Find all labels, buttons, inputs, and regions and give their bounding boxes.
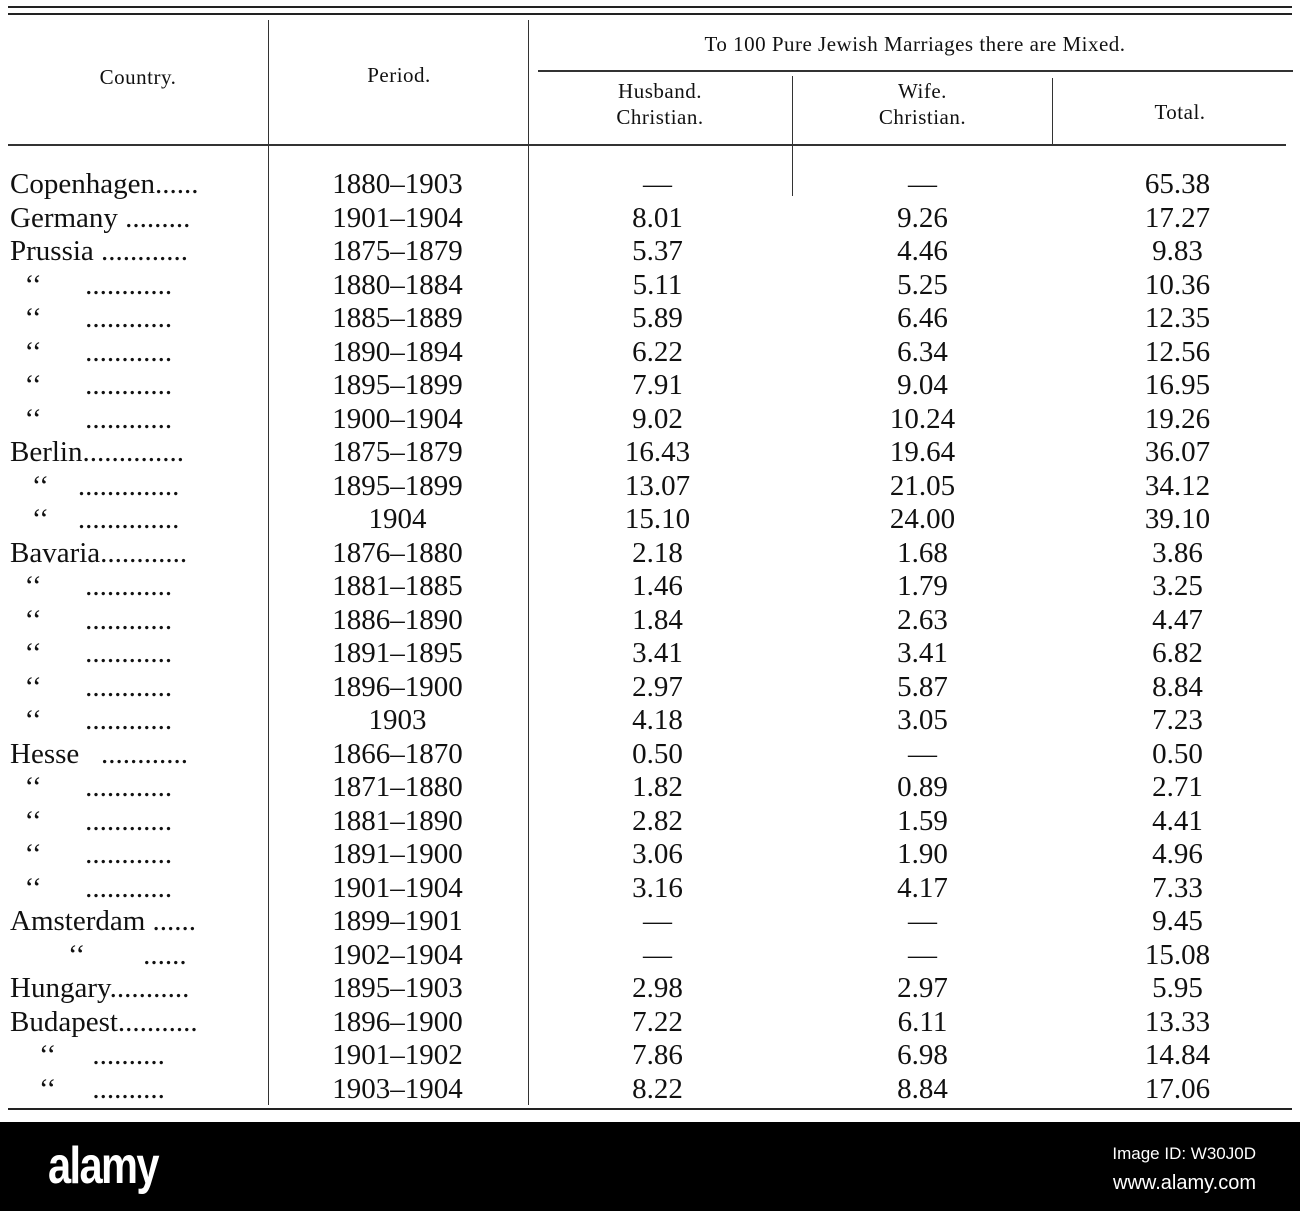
header-country: Country. [99, 65, 177, 89]
wife-christian-cell: 8.84 [897, 1072, 948, 1105]
husband-christian-cell: 8.22 [632, 1072, 683, 1105]
wife-christian-cell: — [908, 905, 937, 937]
country-cell: ‘‘ .......... [10, 1039, 165, 1071]
husband-christian-cell: 7.22 [632, 1005, 683, 1038]
husband-christian-cell: — [643, 938, 672, 971]
country-cell: ‘‘ .............. [10, 503, 180, 535]
header-husband-line2: Christian. [616, 105, 704, 129]
period-cell: 1885–1889 [332, 302, 463, 334]
total-cell: 4.96 [1152, 838, 1203, 870]
country-cell: Hesse ............ [10, 737, 189, 770]
wife-christian-cell: 4.17 [897, 871, 948, 904]
watermark-bar [0, 1122, 1300, 1211]
period-cell: 1886–1890 [332, 603, 463, 636]
period-cell: 1881–1890 [332, 804, 463, 837]
header-total: Total. [1154, 100, 1206, 124]
country-cell: ‘‘ ............ [10, 570, 173, 602]
header-wife-christian [795, 78, 1050, 130]
husband-christian-cell: 7.86 [632, 1039, 683, 1071]
husband-christian-cell: 1.82 [632, 771, 683, 803]
husband-christian-cell: 5.11 [632, 268, 683, 301]
period-cell: 1880–1884 [332, 268, 463, 301]
table-row [0, 570, 1300, 604]
table-bottom-rule [8, 1108, 1292, 1110]
country-cell: ‘‘ ............ [10, 804, 173, 837]
country-cell: ‘‘ ............ [10, 670, 173, 703]
header-wife-line1: Wife. [898, 79, 947, 103]
total-cell: 13.33 [1144, 1005, 1211, 1038]
husband-christian-cell: 2.18 [632, 536, 683, 569]
wife-christian-cell: 1.59 [897, 804, 948, 837]
country-cell: ‘‘ ............ [10, 603, 173, 636]
country-cell: Budapest........... [10, 1005, 198, 1038]
wife-christian-cell: 6.98 [897, 1039, 948, 1071]
total-cell: 12.56 [1144, 335, 1211, 368]
table-row [0, 704, 1300, 738]
wife-christian-cell: 5.25 [897, 268, 948, 301]
table-row [0, 235, 1300, 269]
period-cell: 1895–1903 [332, 972, 463, 1004]
total-cell: 5.95 [1152, 972, 1203, 1004]
wife-christian-cell: 6.46 [897, 302, 948, 334]
husband-christian-cell: 7.91 [632, 369, 683, 401]
period-cell: 1896–1900 [332, 1005, 463, 1038]
country-cell: Copenhagen...... [10, 168, 199, 200]
table-row [0, 1039, 1300, 1073]
period-cell: 1901–1904 [332, 871, 463, 904]
total-cell: 3.25 [1152, 570, 1203, 602]
husband-christian-cell: 2.97 [632, 670, 683, 703]
husband-christian-cell: 1.46 [632, 570, 683, 602]
total-cell: 6.82 [1152, 637, 1203, 669]
table-row [0, 503, 1300, 537]
country-cell: Amsterdam ...... [10, 905, 197, 937]
wife-christian-cell: — [908, 938, 937, 971]
period-cell: 1880–1903 [332, 168, 463, 200]
total-cell: 15.08 [1144, 938, 1211, 971]
total-cell: 4.47 [1152, 603, 1203, 636]
period-cell: 1866–1870 [332, 737, 463, 770]
period-cell: 1876–1880 [332, 536, 463, 569]
total-cell: 36.07 [1144, 436, 1211, 468]
table-row [0, 872, 1300, 906]
table-row [0, 269, 1300, 303]
country-cell: ‘‘ ............ [10, 838, 173, 870]
period-cell: 1901–1904 [332, 201, 463, 234]
wife-christian-cell: 4.46 [897, 235, 948, 267]
table-row [0, 470, 1300, 504]
wife-christian-cell: 2.97 [897, 972, 948, 1004]
period-cell: 1875–1879 [332, 235, 463, 267]
wife-christian-cell: 5.87 [897, 670, 948, 703]
total-cell: 14.84 [1144, 1039, 1211, 1071]
wife-christian-cell: 21.05 [889, 469, 956, 502]
country-cell: Hungary........... [10, 972, 190, 1004]
country-cell: ‘‘ ............ [10, 302, 173, 334]
total-cell: 10.36 [1144, 268, 1211, 301]
country-cell: Prussia ............ [10, 235, 189, 267]
table-row [0, 972, 1300, 1006]
country-cell: ‘‘ .............. [10, 469, 180, 502]
table-row [0, 604, 1300, 638]
husband-christian-cell: 4.18 [632, 704, 683, 736]
header-group: To 100 Pure Jewish Marriages there are Mixed. [704, 32, 1126, 56]
wife-christian-cell: 19.64 [889, 436, 956, 468]
total-cell: 9.83 [1152, 235, 1203, 267]
total-cell: 3.86 [1152, 536, 1203, 569]
table-row [0, 771, 1300, 805]
total-cell: 65.38 [1144, 168, 1211, 200]
wife-christian-cell: — [908, 737, 937, 770]
total-cell: 17.06 [1144, 1072, 1211, 1105]
country-cell: ‘‘ ............ [10, 268, 173, 301]
country-cell: ‘‘ ...... [10, 938, 187, 971]
country-cell: ‘‘ ............ [10, 871, 173, 904]
wife-christian-cell: 9.26 [897, 201, 948, 234]
wife-christian-cell: 6.11 [897, 1005, 948, 1038]
husband-christian-cell: 1.84 [632, 603, 683, 636]
wife-christian-cell: 10.24 [889, 402, 956, 435]
wife-christian-cell: — [908, 168, 937, 200]
header-bottom-rule [8, 144, 1286, 146]
husband-christian-cell: 0.50 [632, 737, 683, 770]
period-cell: 1871–1880 [332, 771, 463, 803]
country-cell: ‘‘ ............ [10, 402, 173, 435]
total-cell: 7.33 [1152, 871, 1203, 904]
header-wife-line2: Christian. [878, 105, 967, 129]
husband-christian-cell: 3.41 [632, 637, 683, 669]
period-cell: 1895–1899 [332, 369, 463, 401]
total-cell: 16.95 [1144, 369, 1211, 401]
table-row [0, 905, 1300, 939]
wife-christian-cell: 9.04 [897, 369, 948, 401]
wife-christian-cell: 1.90 [897, 838, 948, 870]
husband-christian-cell: 16.43 [624, 436, 691, 468]
period-cell: 1891–1895 [332, 637, 463, 669]
wife-christian-cell: 3.41 [897, 637, 948, 669]
wife-christian-cell: 0.89 [897, 771, 948, 803]
site-url: www.alamy.com [1113, 1172, 1256, 1194]
husband-christian-cell: 15.10 [624, 503, 691, 535]
period-cell: 1903–1904 [332, 1072, 463, 1105]
country-cell: ‘‘ ............ [10, 335, 173, 368]
total-cell: 7.23 [1152, 704, 1203, 736]
table-row [0, 805, 1300, 839]
table-row [0, 1006, 1300, 1040]
husband-christian-cell: 3.06 [632, 838, 683, 870]
total-cell: 12.35 [1144, 302, 1211, 334]
wife-christian-cell: 24.00 [889, 503, 956, 535]
total-cell: 39.10 [1144, 503, 1211, 535]
total-cell: 19.26 [1144, 402, 1211, 435]
table-row [0, 168, 1300, 202]
total-cell: 4.41 [1152, 804, 1203, 837]
wife-christian-cell: 1.79 [897, 570, 948, 602]
husband-christian-cell: — [643, 168, 672, 200]
divider-wife-total [1052, 78, 1053, 146]
table-row [0, 436, 1300, 470]
image-id: Image ID: W30J0D [1112, 1144, 1256, 1163]
period-cell: 1895–1899 [332, 469, 463, 502]
table-row [0, 302, 1300, 336]
period-cell: 1904 [368, 503, 427, 535]
country-cell: ‘‘ .......... [10, 1072, 165, 1105]
husband-christian-cell: 13.07 [624, 469, 691, 502]
total-cell: 17.27 [1144, 201, 1211, 234]
header-husband-christian [530, 78, 790, 130]
period-cell: 1902–1904 [332, 938, 463, 971]
wife-christian-cell: 6.34 [897, 335, 948, 368]
table-row [0, 537, 1300, 571]
husband-christian-cell: 5.37 [632, 235, 683, 267]
alamy-logo: alamy [48, 1137, 158, 1195]
husband-christian-cell: 8.01 [632, 201, 683, 234]
header-period: Period. [367, 63, 431, 87]
table-top-rule-2 [8, 13, 1292, 15]
period-cell: 1900–1904 [332, 402, 463, 435]
table-row [0, 1073, 1300, 1107]
table-row [0, 369, 1300, 403]
husband-christian-cell: 5.89 [632, 302, 683, 334]
period-cell: 1875–1879 [332, 436, 463, 468]
table-row [0, 738, 1300, 772]
total-cell: 34.12 [1144, 469, 1211, 502]
table-top-rule [8, 6, 1292, 8]
wife-christian-cell: 1.68 [897, 536, 948, 569]
header-husband-line1: Husband. [618, 79, 702, 103]
table-row [0, 336, 1300, 370]
group-header-rule [538, 70, 1293, 72]
table-row [0, 838, 1300, 872]
total-cell: 2.71 [1152, 771, 1203, 803]
country-cell: ‘‘ ............ [10, 771, 173, 803]
country-cell: Bavaria............ [10, 536, 188, 569]
country-cell: Berlin.............. [10, 436, 184, 468]
husband-christian-cell: 6.22 [632, 335, 683, 368]
total-cell: 8.84 [1152, 670, 1203, 703]
husband-christian-cell: 2.82 [632, 804, 683, 837]
country-cell: ‘‘ ............ [10, 369, 173, 401]
country-cell: ‘‘ ............ [10, 637, 173, 669]
table-row [0, 202, 1300, 236]
period-cell: 1901–1902 [332, 1039, 463, 1071]
husband-christian-cell: — [643, 905, 672, 937]
period-cell: 1903 [368, 704, 427, 736]
country-cell: Germany ......... [10, 201, 191, 234]
period-cell: 1896–1900 [332, 670, 463, 703]
table-row [0, 939, 1300, 973]
wife-christian-cell: 3.05 [897, 704, 948, 736]
table-row [0, 403, 1300, 437]
total-cell: 0.50 [1152, 737, 1203, 770]
wife-christian-cell: 2.63 [897, 603, 948, 636]
table-row [0, 637, 1300, 671]
period-cell: 1891–1900 [332, 838, 463, 870]
husband-christian-cell: 2.98 [632, 972, 683, 1004]
period-cell: 1899–1901 [332, 905, 463, 937]
total-cell: 9.45 [1152, 905, 1203, 937]
period-cell: 1881–1885 [332, 570, 463, 602]
table-row [0, 671, 1300, 705]
husband-christian-cell: 9.02 [632, 402, 683, 435]
husband-christian-cell: 3.16 [632, 871, 683, 904]
period-cell: 1890–1894 [332, 335, 463, 368]
country-cell: ‘‘ ............ [10, 704, 173, 736]
